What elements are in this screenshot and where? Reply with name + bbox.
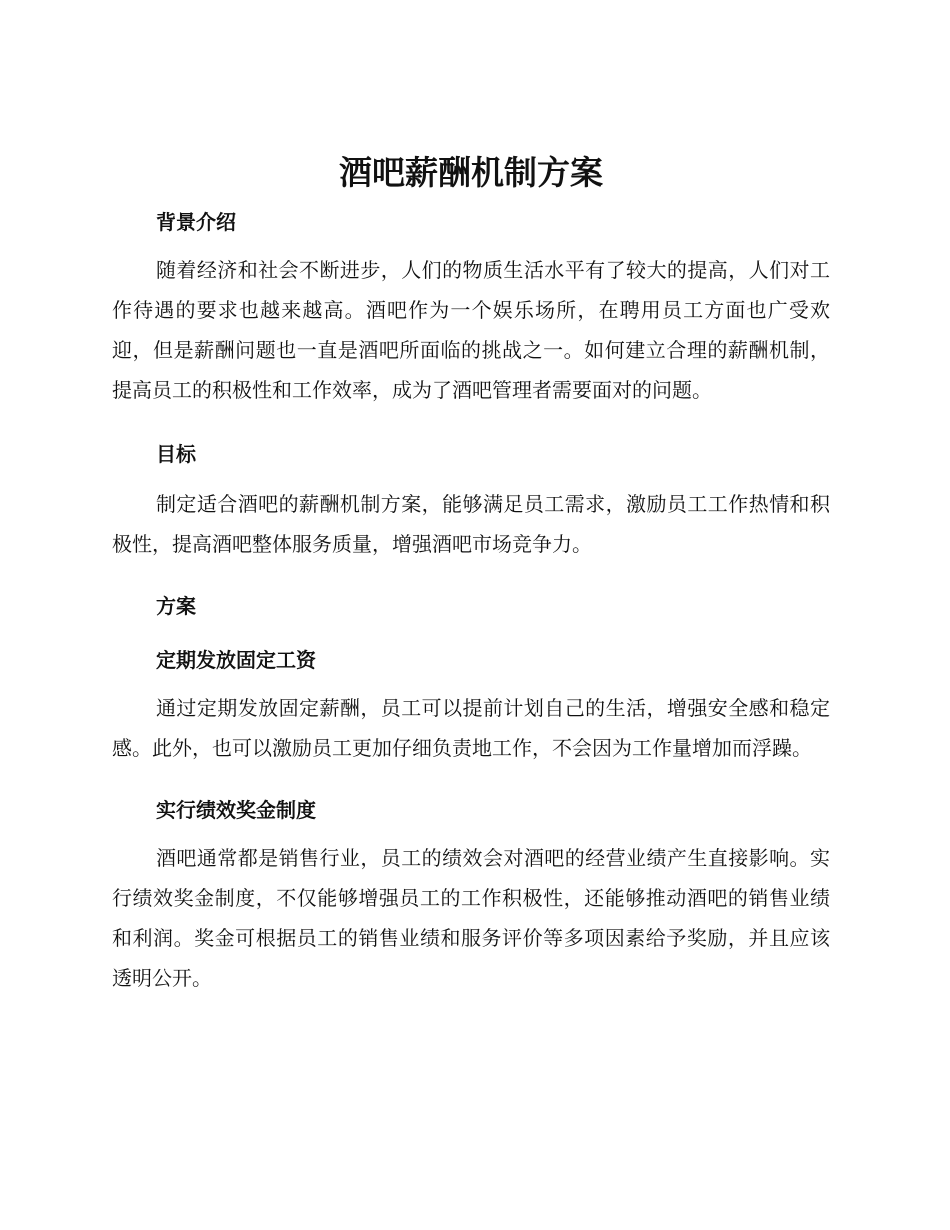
- section-heading-goal: 目标: [156, 442, 196, 466]
- section-paragraph-fixed-salary: 通过定期发放固定薪酬，员工可以提前计划自己的生活，增强安全感和稳定感。此外，也可以激励员工更加仔细负责地工作，不会因为工作量增加而浮躁。: [112, 696, 830, 760]
- document-body: [112, 150, 830, 998]
- section-paragraph-background: 随着经济和社会不断进步，人们的物质生活水平有了较大的提高，人们对工作待遇的要求也越来越高。酒吧作为一个娱乐场所，在聘用员工方面也广受欢迎，但是薪酬问题也一直是酒吧所面临的挑战之一。如何建立合理的薪酬机制，提高员工的积极性和工作效率，成为了酒吧管理者需要面对的问题。: [112, 258, 830, 402]
- section-paragraph-bonus: 酒吧通常都是销售行业，员工的绩效会对酒吧的经营业绩产生直接影响。实行绩效奖金制度，不仅能够增强员工的工作积极性，还能够推动酒吧的销售业绩和利润。奖金可根据员工的销售业绩和服务评价等多项因素给予奖励，并且应该透明公开。: [112, 846, 830, 990]
- section-heading-bonus: 实行绩效奖金制度: [156, 798, 316, 822]
- section-paragraph-goal: 制定适合酒吧的薪酬机制方案，能够满足员工需求，激励员工工作热情和积极性，提高酒吧整体服务质量，增强酒吧市场竞争力。: [112, 492, 830, 556]
- section-heading-plan: 方案: [156, 594, 196, 618]
- section-heading-background: 背景介绍: [156, 210, 236, 234]
- document-title: 酒吧薪酬机制方案: [339, 153, 603, 192]
- section-heading-fixed-salary: 定期发放固定工资: [156, 648, 316, 672]
